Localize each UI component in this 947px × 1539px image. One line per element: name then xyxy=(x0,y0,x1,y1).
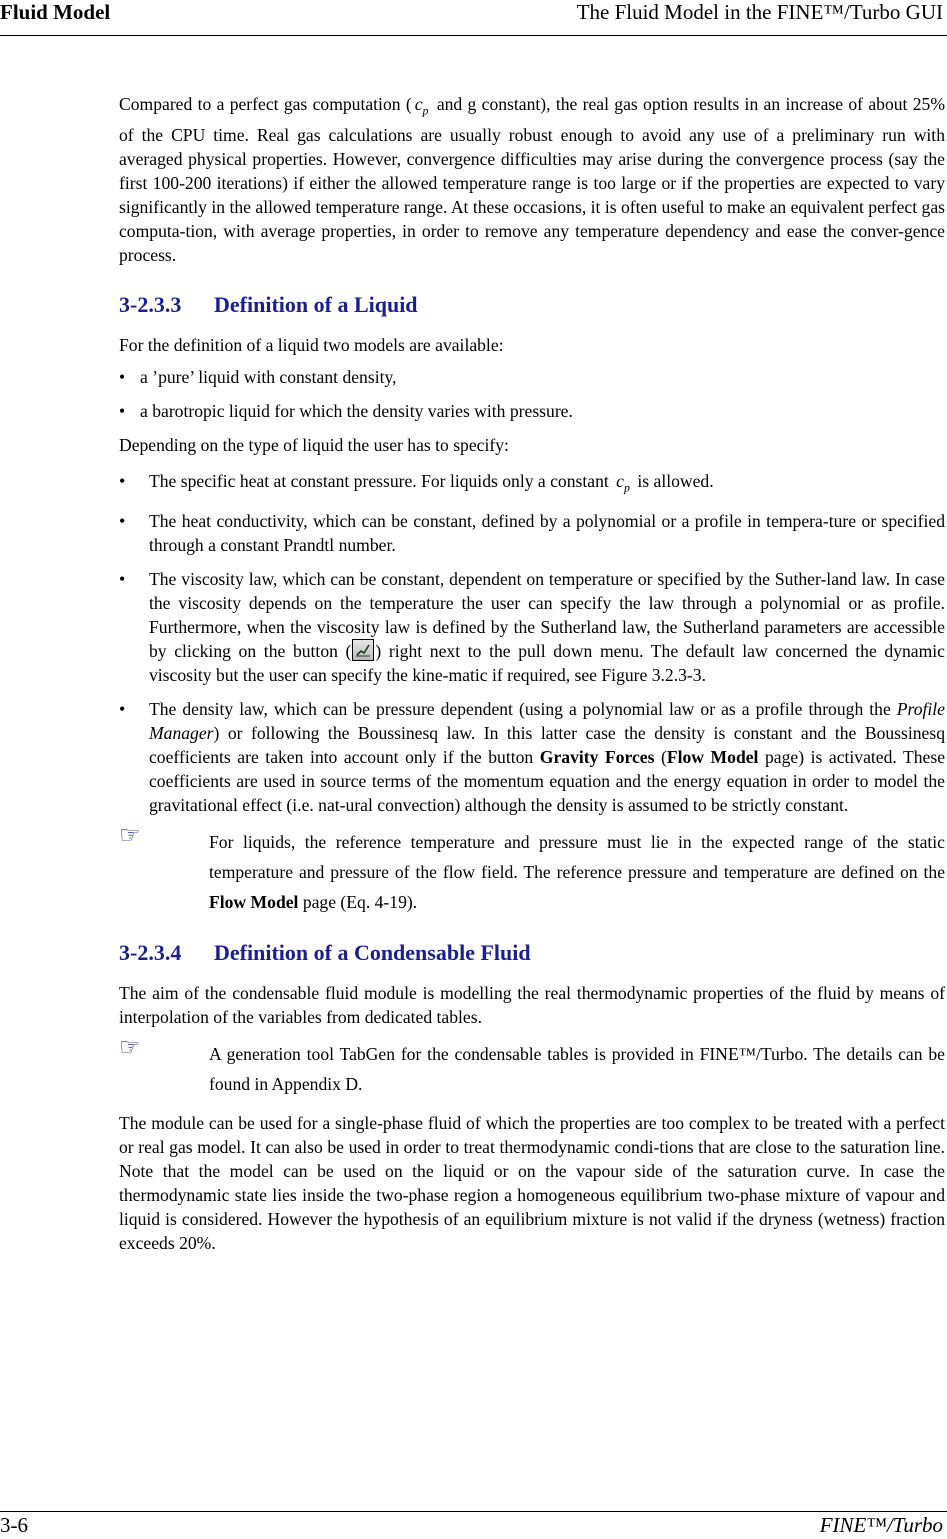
note-text-b: page (Eq. 4-19). xyxy=(298,892,418,913)
liquid-models-list xyxy=(119,365,945,423)
list-item xyxy=(119,365,945,389)
condensable-intro: The aim of the condensable fluid module is modelling the real thermodynamic properties of the fluid by means of interpolation of the variables from dedicated tables. xyxy=(119,983,945,1028)
note-text: A generation tool TabGen for the condensable tables is provided in FINE™/Turbo. The details can be found in Appendix D. xyxy=(209,1044,945,1095)
liquid-spec-list xyxy=(119,469,945,818)
footer-product: FINE™/Turbo xyxy=(819,1513,943,1537)
flow-model-ref: Flow Model xyxy=(666,747,759,768)
section-title: Definition of a Condensable Fluid xyxy=(214,940,531,966)
bullet-icon: • xyxy=(119,511,126,532)
gravity-forces-ref: Gravity Forces xyxy=(539,747,655,768)
cp-var: c xyxy=(414,94,423,114)
list-item-text: a barotropic liquid for which the density varies with pressure. xyxy=(140,400,573,421)
header-rule xyxy=(0,35,947,36)
pointing-hand-icon: ☞ xyxy=(119,1033,141,1062)
cp-sub: p xyxy=(623,480,630,495)
list-item-text: The heat conductivity, which can be constant, defined by a polynomial or a profile in tempera-ture or specified through a constant Prandtl number. xyxy=(149,511,945,556)
liquid-intro: For the definition of a liquid two models are available: xyxy=(119,334,504,355)
cp-symbol xyxy=(613,469,633,500)
note-text xyxy=(209,827,945,917)
list-item xyxy=(119,469,945,500)
section-heading-liquid xyxy=(119,291,945,319)
list-item-text: ) right next to the pull down menu. The default law concerned the dynamic viscosity but the user can specify the kine-matic if required, see Figure 3.2.3-3. xyxy=(149,641,945,686)
note-liquid xyxy=(119,821,945,917)
intro-paragraph xyxy=(119,92,945,267)
footer-page-number: 3-6 xyxy=(0,1513,28,1537)
bullet-icon: • xyxy=(119,400,126,421)
list-item-text: page) is activated. These coefficients are used in source terms of the momentum equation and the energy equation in order to model the gravitational effect (i.e. nat-ural convection) although the density is assumed to be strictly constant. xyxy=(149,747,946,816)
list-item xyxy=(119,509,945,557)
header-section: The Fluid Model in the FINE™/Turbo GUI xyxy=(576,0,943,24)
page-header xyxy=(0,0,947,36)
list-item-text: a ’pure’ liquid with constant density, xyxy=(140,366,397,387)
footer-rule xyxy=(0,1511,947,1512)
list-item-text: ) or following the Boussinesq law. In this latter case the density is constant and the Boussinesq coefficients are taken into account only if the button xyxy=(149,723,945,768)
list-item-text: The viscosity law, which can be constant, dependent on temperature or specified by the Suther-land law. In case the viscosity depends on the temperature the user can specify the law through a polynomial or as profile. Furthermore, when the viscosity law is defined by the Sutherland law, the Sutherland parameters are accessible by clicking on the button ( xyxy=(149,569,945,662)
pointing-hand-icon: ☞ xyxy=(119,821,141,850)
intro-text-a: Compared to a perfect gas computation ( xyxy=(119,94,412,114)
header-chapter: Fluid Model xyxy=(0,0,111,24)
section-heading-condensable xyxy=(119,939,945,967)
list-item-text: ( xyxy=(654,747,667,768)
condensable-body: The module can be used for a single-phase fluid of which the properties are too complex to be treated with a perfect or real gas model. It can also be used in order to treat thermodynamic condi-tions that are close to the saturation line. Note that the model can be used on the liquid or on the vapour side of the saturation curve. In case the thermodynamic state lies inside the two-phase region a homogeneous equilibrium two-phase mixture of vapour and liquid is considered. However the hypothesis of an equilibrium mixture is not valid if the dryness (wetness) fraction exceeds 20%. xyxy=(119,1113,945,1254)
page-content xyxy=(119,92,945,1255)
bullet-icon: • xyxy=(119,699,126,720)
list-item-text: The density law, which can be pressure dependent (using a polynomial law or as a profile through the xyxy=(149,699,897,720)
liquid-specify: Depending on the type of liquid the user has to specify: xyxy=(119,434,509,455)
list-item-text: The specific heat at constant pressure. For liquids only a constant xyxy=(149,470,609,491)
bullet-icon: • xyxy=(119,470,126,491)
note-condensable xyxy=(119,1033,945,1099)
list-item xyxy=(119,697,945,817)
bullet-icon: • xyxy=(119,366,126,387)
graph-button-icon xyxy=(352,639,374,661)
cp-symbol xyxy=(412,92,432,123)
section-number: 3-2.3.4 xyxy=(119,940,182,966)
list-item-text: is allowed. xyxy=(637,470,714,491)
profile-manager-ref: Profile Manager xyxy=(149,699,945,744)
cp-sub: p xyxy=(422,103,429,118)
list-item xyxy=(119,399,945,423)
note-text-a: For liquids, the reference temperature and pressure must lie in the expected range of the static temperature and pressure of the flow field. The reference pressure and temperature are defined on the xyxy=(209,832,945,883)
list-item xyxy=(119,567,945,687)
flow-model-ref: Flow Model xyxy=(209,892,299,913)
section-number: 3-2.3.3 xyxy=(119,291,182,317)
section-title: Definition of a Liquid xyxy=(214,291,418,317)
cp-var: c xyxy=(616,470,624,491)
intro-text-b: and g constant), the real gas option results in an increase of about 25% of the CPU time. Real gas calculations are usually robust enough to avoid any use of a preliminary run with averaged physical properties. However, convergence difficulties may arise during the convergence process (say the first 100-200 iterations) if either the allowed temperature range is too large or if the properties are expected to vary significantly in the allowed temperature range. At these occasions, it is often useful to make an equivalent perfect gas computa-tion, with average properties, in order to remove any temperature dependency and ease the conver-gence process. xyxy=(119,94,945,265)
bullet-icon: • xyxy=(119,569,126,590)
